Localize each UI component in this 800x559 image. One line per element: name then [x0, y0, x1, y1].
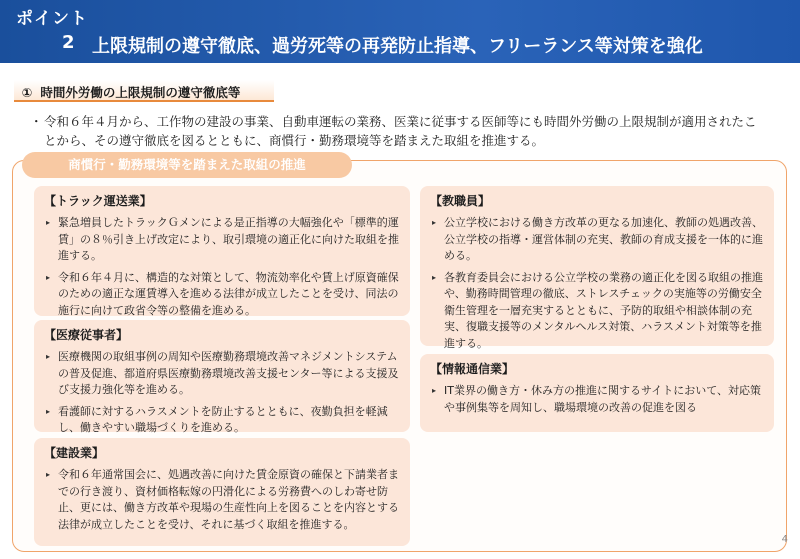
list-item: ▸ 医療機関の取組事例の周知や医療勤務環境改善マネジメントシステムの普及促進、都道府県医療勤務環境改善支援センター等による支援及び支援力強化等を進める。: [46, 350, 399, 396]
section-heading-text: 時間外労働の上限規制の遵守徹底等: [40, 85, 241, 100]
card-truck-transport: [34, 186, 410, 316]
card-label: 【医療従事者】: [44, 328, 129, 342]
triangle-bullet-icon: ▸: [46, 470, 51, 479]
page-title: 上限規制の遵守徹底、過労死等の再発防止指導、フリーランス等対策を強化: [92, 36, 703, 57]
triangle-bullet-icon: ▸: [46, 352, 51, 361]
title-banner: [0, 0, 800, 63]
card-label: 【建設業】: [44, 446, 105, 460]
card-construction: [34, 438, 410, 546]
triangle-bullet-icon: ▸: [46, 272, 51, 282]
list-item: ▸ 令和６年４月に、構造的な対策として、物流効率化や賃上げ原資確保のための適正な運賃導入を進める法律が成立したことを受け、同法の施行に向けて政省令等の整備を進める。: [46, 270, 399, 317]
banner-number: 2: [62, 32, 75, 53]
triangle-bullet-icon: ▸: [432, 272, 437, 282]
section-heading: [14, 80, 274, 102]
section-index: ①: [21, 85, 33, 100]
banner-kicker: ポイント: [16, 9, 88, 29]
list-item: ▸ 緊急増員したトラックＧメンによる是正指導の大幅強化や「標準的運賃」の８％引き上げ改定により、取引環境の適正化に向けた取組を推進する。: [46, 216, 399, 262]
page-number: 4: [781, 534, 788, 545]
card-label: 【トラック運送業】: [44, 194, 152, 208]
intro-paragraph: [30, 112, 764, 150]
list-item: ▸ 令和６年通常国会に、処遇改善に向けた賃金原資の確保と下請業者までの行き渡り、資材価格転嫁の円滑化による労務費へのしわ寄せ防止、更には、働き方改革や現場の生産性向上を図ることを内容とする法律が成立したことを受け、それに基づく取組を推進する。: [46, 468, 399, 531]
list-item: ▸ 看護師に対するハラスメントを防止するとともに、夜勤負担を軽減し、働きやすい職場づくりを進める。: [46, 404, 388, 434]
list-item: ▸ IT業界の働き方・休み方の推進に関するサイトにおいて、対応策や事例集等を周知し、職場環境の改善の促進を図る: [432, 384, 761, 414]
card-information-communications: [420, 354, 774, 432]
triangle-bullet-icon: ▸: [46, 218, 51, 227]
card-medical-workers: [34, 320, 410, 432]
intro-text: 令和６年４月から、工作物の建設の事業、自動車運転の業務、医業に従事する医師等にも時間外労働の上限規制が適用されたことから、その遵守徹底を図るとともに、商慣行・勤務環境等を踏まえた取組を推進する。: [44, 114, 757, 148]
triangle-bullet-icon: ▸: [432, 218, 437, 227]
triangle-bullet-icon: ▸: [46, 406, 51, 416]
list-item: ▸ 公立学校における働き方改革の更なる加速化、教師の処遇改善、公立学校の指導・運営体制の充実、教師の育成支援を一体的に進める。: [432, 216, 763, 262]
measures-panel-tab: 商慣行・勤務環境等を踏まえた取組の推進: [22, 152, 352, 178]
card-label: 【教職員】: [430, 194, 491, 208]
card-label: 【情報通信業】: [430, 362, 515, 376]
card-teachers: [420, 186, 774, 350]
triangle-bullet-icon: ▸: [432, 386, 437, 395]
intro-bullet: ・: [30, 114, 43, 129]
list-item: ▸ 各教育委員会における公立学校の業務の適正化を図る取組の推進や、勤務時間管理の徹底、ストレスチェックの実施等の労働安全衛生管理を一層充実するとともに、予防的取組や相談体制の充実、復職支援等のメンタルヘルス対策、ハラスメント対策等を推進する。: [432, 270, 763, 350]
